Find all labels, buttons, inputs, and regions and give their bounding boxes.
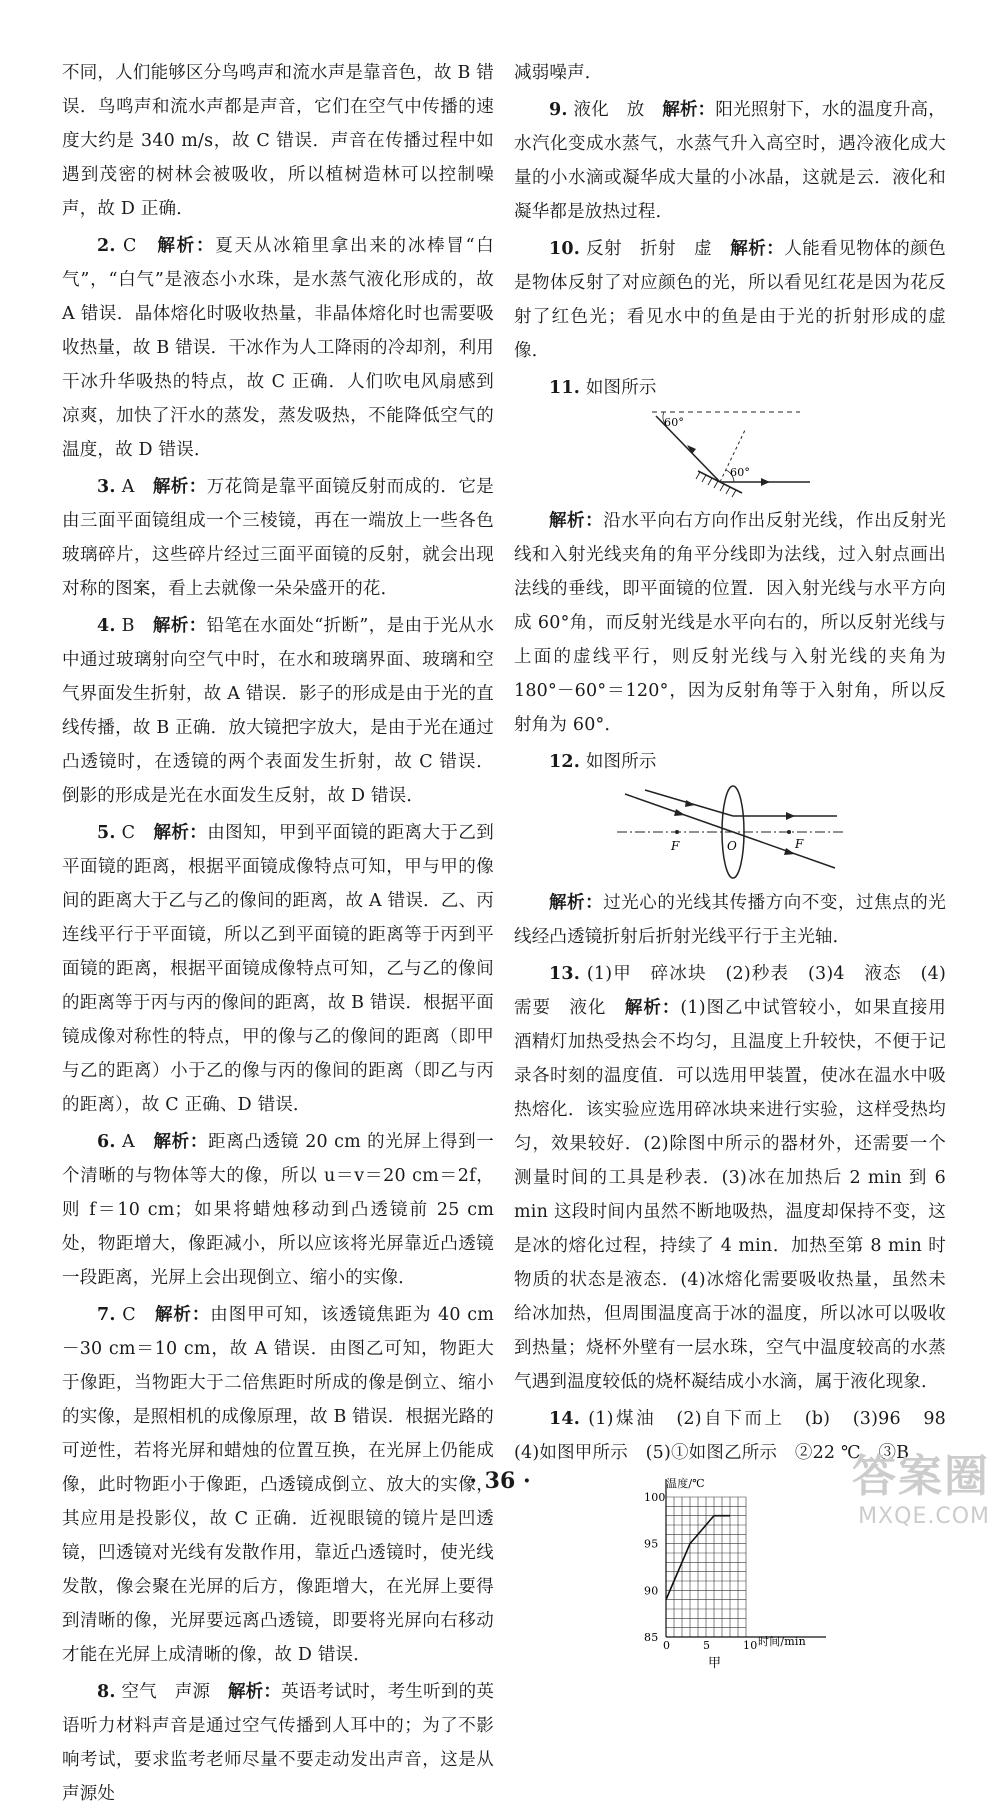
focus-right-label: F (795, 837, 804, 851)
left-column (62, 56, 494, 1814)
analysis-text: 由图甲可知，该透镜焦距为 40 cm－30 cm＝10 cm，故 A 错误．由图乙可知，物距大于像距，当物距大于二倍焦距时所成的像是倒立、缩小的实像，是照相机的成像原理，故 B 错误．根据光路的可逆性，若将光屏和蜡烛的位置互换，在光屏上仍能成像，此时物距小于像距，凸透镜成倒立、放大的实像，其应用是投影仪，故 C 正确．近视眼镜的镜片是凹透镜，凹透镜对光线有发散作用，靠近凸透镜时，使光线发散，像会聚在光屏的后方，像距增大，在光屏上要得到清晰的像，光屏要远离凸透镜，即要将光屏向右移动才能在光屏上成清晰的像，故 D 错误． (62, 1305, 495, 1665)
question-number: 6. (97, 1132, 116, 1152)
answer-choice: A (121, 1132, 135, 1152)
watermark-logo-text: 答案圈 (852, 1451, 990, 1502)
question-number: 11. (549, 378, 581, 398)
question-number: 2. (97, 236, 116, 256)
answer-text: (1)煤油 (2)自下而上 (b) (3)96 98 (4)如图甲所示 (5)①如图乙所示 ②22 ℃ ③B (514, 1409, 964, 1463)
answer-choice: B (121, 616, 135, 636)
x-tick-label: 10 (743, 1639, 758, 1652)
answer-8 (62, 1675, 494, 1811)
chart-grid (666, 1497, 746, 1637)
answer-9 (514, 93, 946, 229)
answer-10 (514, 232, 946, 368)
analysis-label: 解析： (227, 1682, 282, 1702)
analysis-12 (514, 886, 946, 954)
analysis-text: 万花筒是靠平面镜反射而成的．它是由三面平面镜组成一个三棱镜，再在一端放上一些各色玻璃碎片，这些碎片经过三面平面镜的反射，就会出现对称的图案，看上去就像一朵朵盛开的花． (62, 477, 495, 599)
ray-through-center-exit (733, 832, 835, 868)
temperature-time-chart (630, 1473, 830, 1673)
analysis-label: 解析： (549, 893, 604, 913)
analysis-text: 人能看见物体的颜色是物体反射了对应颜色的光，所以看见红花是因为花反射了红色光；看见水中的鱼是由于光的折射形成的虚像． (514, 239, 946, 361)
reflection-diagram (650, 408, 810, 500)
question-number: 3. (97, 477, 116, 497)
answer-2 (62, 229, 494, 467)
question-number: 5. (97, 823, 116, 843)
answer-text: 如图所示 (585, 378, 657, 398)
analysis-text: 铅笔在水面处“折断”，是由于光从水中通过玻璃射向空气中时，在水和玻璃界面、玻璃和空气界面发生折射，故 A 错误．影子的形成是由于光的直线传播，故 B 正确．放大镜把字放大，是由于光在通过凸透镜时，在透镜的两个表面发生折射，故 C 错误．倒影的形成是光在水面发生反射，故 D 错误． (62, 616, 495, 806)
x-tick-label: 5 (703, 1639, 711, 1652)
paragraph-text: 减弱噪声． (514, 63, 603, 83)
analysis-label: 解析： (730, 239, 785, 259)
question-number: 4. (97, 616, 116, 636)
answer-text: 反射 折射 虚 (586, 239, 713, 259)
analysis-label: 解析： (549, 511, 604, 531)
watermark (852, 1440, 990, 1529)
answer-text: (1)甲 碎冰块 (2)秒表 (3)4 液态 (4)需要 液化 (514, 964, 946, 1018)
answer-12 (514, 745, 946, 779)
question-number: 8. (97, 1682, 116, 1702)
ray-arrow-1 (674, 809, 685, 816)
answer-text: 液化 放 (573, 100, 645, 120)
analysis-text: 夏天从冰箱里拿出来的冰棒冒“白气”，“白气”是液态小水珠，是水蒸气液化形成的，故 A 错误．晶体熔化时吸收热量，非晶体熔化时也需要吸收热量，故 B 错误．干冰作为人工降雨的冷却剂，利用干冰升华吸热的特点，故 C 正确．人们吹电风扇感到凉爽，加快了汗水的蒸发，蒸发吸热，不能降低空气的温度，故 D 错误． (62, 236, 494, 460)
question-number: 12. (549, 752, 581, 772)
analysis-text: 阳光照射下，水的温度升高，水汽化变成水蒸气，水蒸气升入高空时，遇冷液化成大量的小水滴或凝华成大量的小冰晶，这就是云．液化和凝华都是放热过程． (514, 100, 946, 222)
paragraph-text: 不同，人们能够区分鸟鸣声和流水声是靠音色，故 B 错误．鸟鸣声和流水声都是声音，它们在空气中传播的速度大约是 340 m/s，故 C 错误．声音在传播过程中如遇到茂密的树林会被吸收，所以植树造林可以控制噪声，故 D 正确． (62, 63, 494, 219)
answer-choice: A (121, 477, 135, 497)
focus-left-label: F (671, 839, 680, 853)
y-tick-label: 100 (644, 1491, 666, 1504)
page-number: · 36 · (469, 1468, 531, 1494)
answer-choice: C (122, 1305, 136, 1325)
ray-arrow-2 (784, 848, 795, 855)
focus-left-dot (675, 830, 679, 834)
angle-label-lower: 60° (730, 466, 751, 479)
paragraph-continued (62, 56, 494, 226)
y-tick-label: 85 (644, 1631, 659, 1644)
question-number: 10. (549, 239, 581, 259)
answer-4 (62, 609, 494, 813)
answer-3 (62, 470, 494, 606)
analysis-text: 沿水平向右方向作出反射光线，作出反射光线和入射光线夹角的角平分线即为法线，过入射点画出法线的垂线，即平面镜的位置．因入射光线与水平方向成 60°角，而反射光线是水平向右的，所以反射光线与上面的虚线平行，则反射光线与入射光线的夹角为 180°－60°＝120°，因为反射角等于入射角，所以反射角为 60°． (514, 511, 946, 735)
answer-choice: 空气 声源 (121, 1682, 211, 1702)
reflected-arrow (761, 478, 770, 486)
right-column (514, 56, 964, 1677)
analysis-text: 英语考试时，考生听到的英语听力材料声音是通过空气传播到人耳中的；为了不影响考试，要求监考老师尽量不要走动发出声音，这是从声源处 (62, 1682, 495, 1804)
chart-y-label: 温度/℃ (666, 1477, 705, 1490)
focus-right-dot (787, 830, 791, 834)
chart-x-label: 时间/min (758, 1635, 806, 1648)
analysis-text: 距离凸透镜 20 cm 的光屏上得到一个清晰的与物体等大的像，所以 u＝v＝20 cm＝2f，则 f＝10 cm；如果将蜡烛移动到凸透镜前 25 cm 处，物距增大，像距减小，所以应该将光屏靠近凸透镜一段距离，光屏上会出现倒立、缩小的实像． (62, 1132, 495, 1288)
analysis-label: 解析： (152, 616, 207, 636)
answer-text: 如图所示 (585, 752, 657, 772)
analysis-label: 解析： (153, 823, 208, 843)
watermark-url: MXQE.COM (858, 1504, 990, 1529)
question-number: 7. (97, 1305, 116, 1325)
question-number: 9. (549, 100, 568, 120)
paragraph-continued (514, 56, 946, 90)
analysis-text: 过光心的光线其传播方向不变，过焦点的光线经凸透镜折射后折射光线平行于主光轴． (514, 893, 946, 947)
analysis-label: 解析： (662, 100, 716, 120)
y-tick-label: 90 (644, 1584, 659, 1598)
question-number: 14. (549, 1409, 581, 1429)
analysis-text: 由图知，甲到平面镜的距离大于乙到平面镜的距离，根据平面镜成像特点可知，甲与甲的像间的距离大于乙与乙的像间的距离，故 A 错误．乙、丙连线平行于平面镜，所以乙到平面镜的距离等于丙到平面镜的距离，根据平面镜成像特点可知，乙与乙的像间的距离等于丙与丙的像间的距离，故 B 错误．根据平面镜成像对称性的特点，甲的像与乙的像间的距离（即甲与乙的距离）小于乙的像与丙的像间的距离（即乙与丙的距离），故 C 正确、D 错误． (62, 823, 494, 1115)
answer-13 (514, 957, 946, 1399)
chart-caption: 甲 (708, 1656, 722, 1671)
angle-label-upper: 60° (664, 416, 685, 429)
analysis-label: 解析： (153, 1132, 209, 1152)
x-tick-label: 0 (663, 1639, 671, 1652)
analysis-text: (1)图乙中试管较小，如果直接用酒精灯加热受热会不均匀，且温度上升较快，不便于记录各时刻的温度值．可以选用甲装置，使冰在温水中吸热熔化．该实验应选用碎冰块来进行实验，这样受热均匀，效果较好．(2)除图中所示的器材外，还需要一个测量时间的工具是秒表．(3)冰在加热后 2 min 到 6 min 这段时间内虽然不断地吸热，温度却保持不变，这是冰的熔化过程，持续了 4 min．加热至第 8 min 时物质的状态是液态．(4)冰熔化需要吸收热量，虽然未给冰加热，但周围温度高于冰的温度，所以冰可以吸收到热量；烧杯外壁有一层水珠，空气中温度较高的水蒸气遇到温度较低的烧杯凝结成小水滴，属于液化现象． (514, 998, 946, 1392)
analysis-label: 解析： (157, 236, 216, 256)
question-number: 13. (549, 964, 581, 984)
ray-arrow-4 (786, 812, 795, 820)
analysis-11 (514, 504, 946, 742)
optical-center-label: O (727, 839, 738, 853)
analysis-label: 解析： (624, 998, 681, 1018)
analysis-label: 解析： (154, 1305, 211, 1325)
y-tick-label: 95 (644, 1537, 659, 1551)
convex-lens-diagram (615, 782, 845, 882)
ray-arrow-3 (685, 800, 695, 807)
analysis-label: 解析： (152, 477, 207, 497)
answer-5 (62, 816, 494, 1122)
answer-11 (514, 371, 946, 405)
answer-choice: C (121, 823, 136, 843)
answer-choice: C (123, 236, 137, 256)
answer-6 (62, 1125, 494, 1295)
